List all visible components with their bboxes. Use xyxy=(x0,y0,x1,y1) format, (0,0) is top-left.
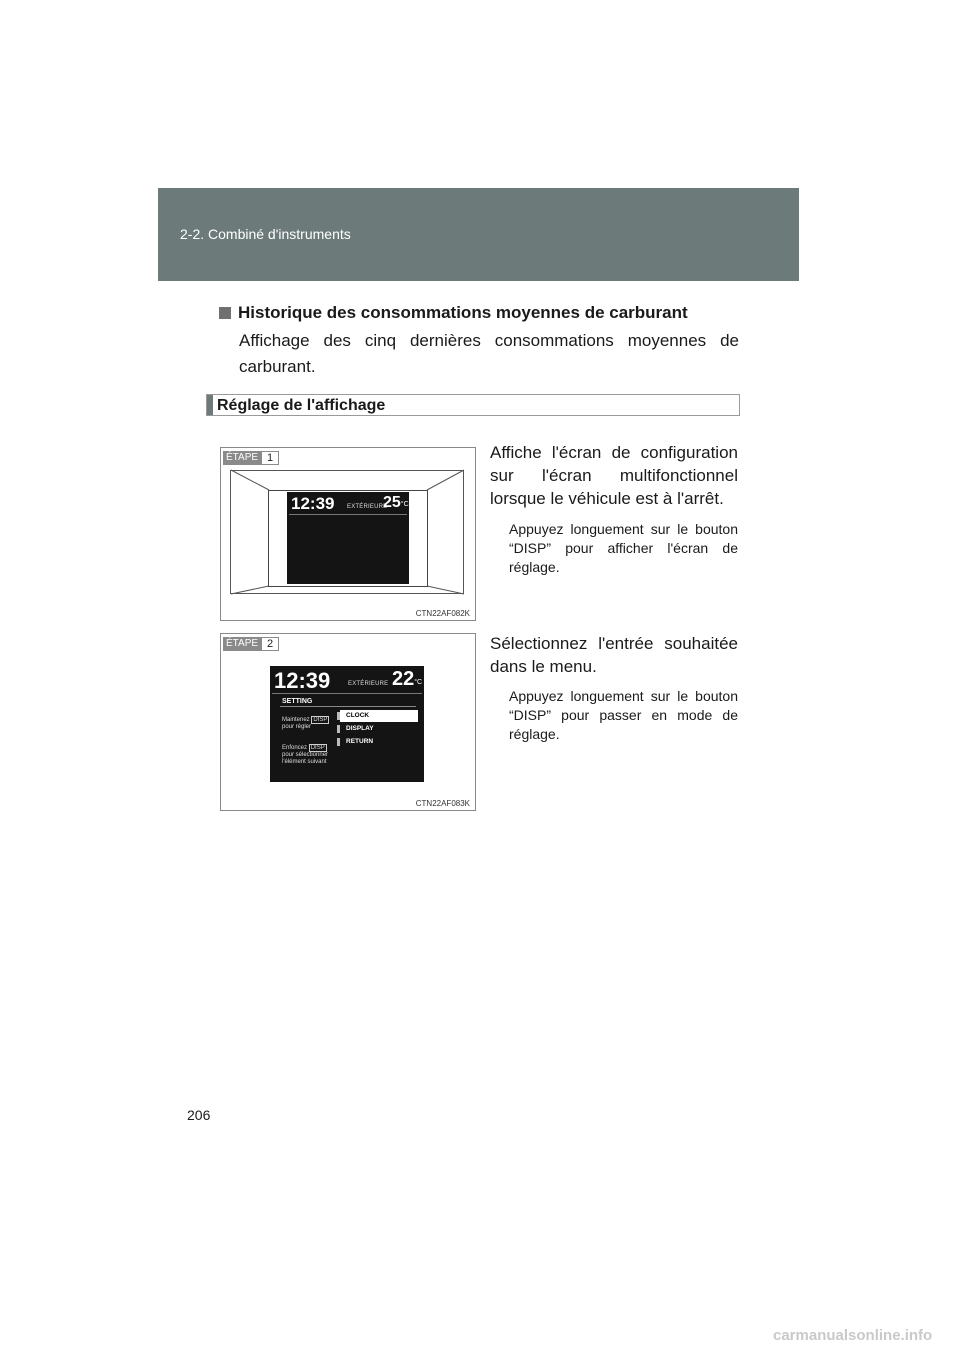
page-number: 206 xyxy=(187,1107,211,1123)
subsection-title xyxy=(219,303,688,323)
figure-code: CTN22AF083K xyxy=(415,799,470,808)
hold-instruction xyxy=(282,717,329,731)
multi-info-display-setting xyxy=(270,666,424,782)
display-temp xyxy=(392,668,422,691)
step-label: ÉTAPE xyxy=(223,637,261,651)
setting-underline xyxy=(280,706,416,707)
display-divider xyxy=(272,693,422,694)
step-label: ÉTAPE xyxy=(223,451,261,465)
hold-key: DISP xyxy=(313,717,328,723)
hold-desc: pour régler xyxy=(282,724,312,730)
figure-code: CTN22AF082K xyxy=(415,609,470,618)
step-1-note: Appuyez longuement sur le bouton “DISP” pour afficher l'écran de réglage. xyxy=(509,521,738,575)
step-number: 2 xyxy=(261,637,279,651)
display-ext-label: EXTÉRIEURE xyxy=(347,504,388,510)
menu-marker xyxy=(337,712,340,720)
menu-item-display[interactable] xyxy=(340,723,418,735)
display-temp-unit: °C xyxy=(400,501,409,508)
section-heading-text: Réglage de l'affichage xyxy=(217,397,386,414)
menu-item-label: CLOCK xyxy=(346,712,370,719)
menu-marker xyxy=(337,738,340,746)
menu-item-label: RETURN xyxy=(346,738,374,745)
subsection-title-text: Historique des consommations moyennes de carburant xyxy=(238,303,688,322)
menu-item-clock[interactable] xyxy=(340,710,418,722)
display-clock: 12:39 xyxy=(274,668,331,693)
press-desc-1: pour sélectionner xyxy=(282,752,329,758)
press-instruction xyxy=(282,745,328,766)
section-accent xyxy=(207,395,213,415)
menu-item-return[interactable] xyxy=(340,736,418,748)
watermark: carmanualsonline.info xyxy=(773,1327,933,1344)
multi-info-display xyxy=(287,492,409,584)
press-text: Enfoncez xyxy=(282,745,308,751)
display-temp-unit: °C xyxy=(414,679,423,686)
setting-label: SETTING xyxy=(282,698,313,705)
display-temp xyxy=(383,494,409,512)
step-2-note: Appuyez longuement sur le bouton “DISP” pour passer en mode de réglage. xyxy=(509,688,738,742)
step-badge-2 xyxy=(223,637,279,651)
hold-text: Maintenez xyxy=(282,717,310,723)
menu-item-label: DISPLAY xyxy=(346,725,374,732)
display-temp-value: 22 xyxy=(392,668,415,690)
figure-step-2 xyxy=(220,633,476,811)
display-divider xyxy=(289,514,407,515)
section-heading xyxy=(206,394,740,416)
step-1-text: Affiche l'écran de configuration sur l'écran multifonctionnel lorsque le véhicule est à l'arrêt. xyxy=(490,443,738,508)
step-number: 1 xyxy=(261,451,279,465)
subsection-text: Affichage des cinq dernières consommations moyennes de carburant. xyxy=(239,331,739,376)
square-bullet-icon xyxy=(219,307,231,319)
display-temp-value: 25 xyxy=(383,494,401,511)
press-desc-2: l'élément suivant xyxy=(282,759,327,765)
menu-marker xyxy=(337,725,340,733)
display-ext-label: EXTÉRIEURE xyxy=(348,681,389,687)
header-band xyxy=(158,188,799,281)
step-2-text: Sélectionnez l'entrée souhaitée dans le menu. xyxy=(490,634,738,676)
press-key: DISP xyxy=(310,745,325,751)
setting-menu xyxy=(340,710,418,749)
figure-step-1 xyxy=(220,447,476,621)
section-breadcrumb: 2-2. Combiné d'instruments xyxy=(180,226,351,242)
display-clock: 12:39 xyxy=(291,494,335,513)
step-badge-1 xyxy=(223,451,279,465)
